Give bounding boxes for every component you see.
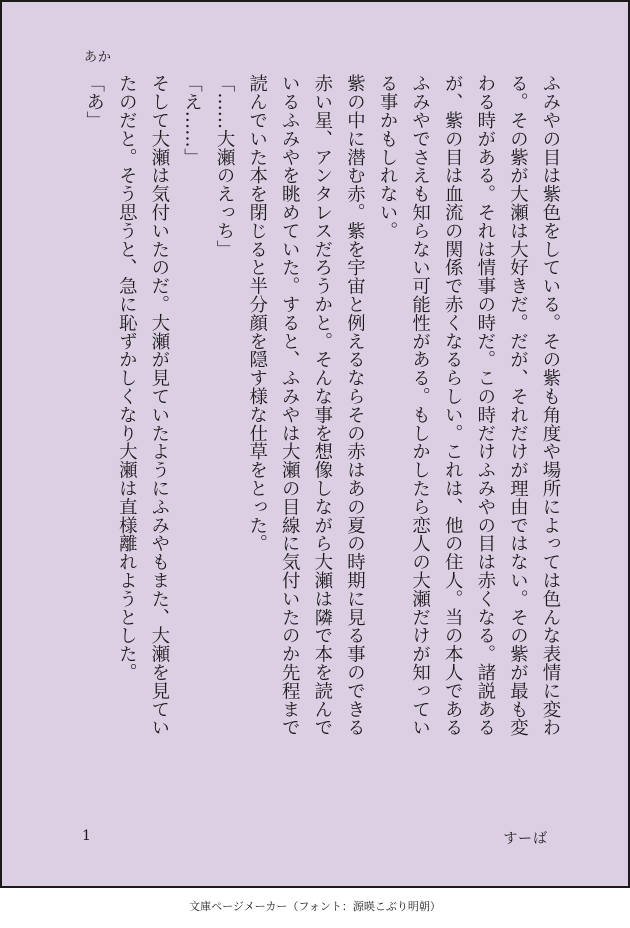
vertical-body-text [77,74,566,809]
running-title: あか [84,50,113,65]
text-line: わる時がある。それは情事の時だ。この時だけふみやの目は赤くなる。諸説ある [474,74,496,737]
text-line: ふみやでさえも知らない可能性がある。もしかしたら恋人の大瀬だけが知ってい [409,74,431,737]
dialogue-line: 「え……」 [181,74,203,166]
text-line: が、紫の目は血流の関係で赤くなるらしい。これは、他の住人。当の本人である [442,74,464,737]
page-number: 1 [82,828,91,844]
text-line: いるふみやを眺めていた。すると、ふみやは大瀬の目線に気付いたのか先程まで [279,74,301,737]
text-line: 読んでいた本を閉じると半分顔を隠す様な仕草をとった。 [246,74,268,553]
text-line: 紫の中に潜む赤。紫を宇宙と例えるならその赤はあの夏の時期に見る事のできる [344,74,366,737]
author-name: すーば [503,831,548,847]
text-line: そして大瀬は気付いたのだ。大瀬が見ていたようにふみやもまた、大瀬を見てい [148,74,170,737]
generator-caption: 文庫ページメーカー（フォント：源暎こぶり明朝） [189,900,441,913]
dialogue-line: 「……大瀬のえっち」 [214,74,236,258]
text-line: る事かもしれない。 [377,74,399,240]
dialogue-line: 「あ」 [83,74,105,130]
text-line: る。その紫が大瀬は大好きだ。だが、それだけが理由ではない。その紫が最も変 [507,74,529,737]
text-line: たのだと。そう思うと、急に恥ずかしくなり大瀬は直様離れようとした。 [116,74,138,682]
text-line: ふみやの目は紫色をしている。その紫も角度や場所によっては色んな表情に変わ [540,74,561,737]
text-line: 赤い星、アンタレスだろうかと。そんな事を想像しながら大瀬は隣で本を読んで [311,74,333,737]
